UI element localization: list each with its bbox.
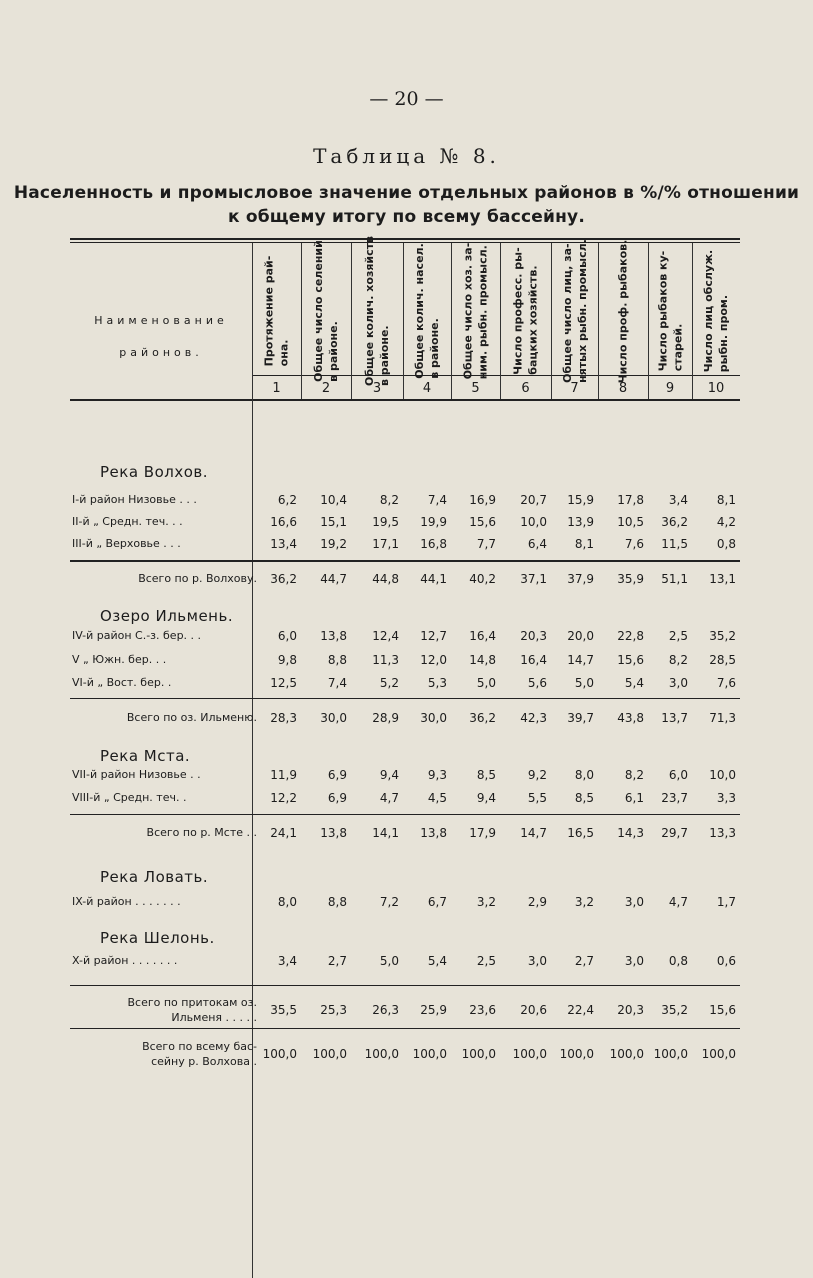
table-cell: 15,6 [709,1003,736,1017]
table-cell: 6,9 [327,791,347,805]
table-cell: 3,2 [476,895,496,909]
column-header-text-8 [616,239,631,383]
table-cell: 44,1 [420,572,447,586]
table-cell: 5,2 [379,676,399,690]
table-cell: 43,8 [617,711,644,725]
section-rule-3 [70,814,740,815]
table-cell: 7,4 [327,676,347,690]
table-cell: 14,8 [469,653,496,667]
column-rule-8 [598,243,599,399]
table-cell: 19,5 [372,515,399,529]
table-cell: 6,4 [527,537,547,551]
table-cell: 23,6 [469,1003,496,1017]
column-header-line: она. [277,339,291,367]
table-cell: 9,2 [527,768,547,782]
table-cell: 20,7 [520,493,547,507]
table-cell: 19,2 [320,537,347,551]
table-cell: 13,7 [661,711,688,725]
table-cell: 11,9 [270,768,297,782]
table-cell: 20,6 [520,1003,547,1017]
table-cell: 3,0 [527,954,547,968]
table-cell: 3,0 [624,954,644,968]
table-cell: 16,5 [567,826,594,840]
table-cell: 9,4 [476,791,496,805]
table-cell: 15,9 [567,493,594,507]
table-cell: 36,2 [469,711,496,725]
row-label-line: Всего по притокам оз. [127,996,257,1009]
section-rule-5 [70,1028,740,1029]
table-cell: 8,2 [379,493,399,507]
column-number-2: 2 [321,381,331,396]
table-cell: 13,1 [709,572,736,586]
row-label: VIII-й „ Средн. теч. . [72,791,187,804]
table-cell: 20,0 [567,629,594,643]
table-cell: 100,0 [364,1047,399,1061]
table-cell: 6,0 [277,629,297,643]
table-cell: 25,3 [320,1003,347,1017]
column-number-10: 10 [707,381,725,396]
table-cell: 28,5 [709,653,736,667]
table-cell: 100,0 [461,1047,496,1061]
row-label: X-й район . . . . . . . [72,954,178,967]
table-cell: 6,7 [427,895,447,909]
row-label: IV-й район С.-з. бер. . . [72,629,202,642]
column-header-5 [451,242,500,380]
table-cell: 8,8 [327,895,347,909]
column-header-2 [301,240,351,382]
total-row-label [72,1039,257,1069]
table-top-rule-2 [70,242,740,243]
table-cell: 11,5 [661,537,688,551]
table-cell: 100,0 [653,1047,688,1061]
column-header-line: старей. [671,323,685,372]
table-cell: 3,2 [574,895,594,909]
column-number-8: 8 [618,381,628,396]
table-cell: 4,2 [716,515,736,529]
column-header-line: Число проф. рыбаков. [616,239,630,383]
total-row-label: Всего по оз. Ильменю. [126,711,257,724]
table-cell: 13,8 [320,826,347,840]
table-cell: 25,9 [420,1003,447,1017]
column-header-line: Общее число хоз. за- [461,242,475,380]
table-cell: 3,4 [668,493,688,507]
table-cell: 35,2 [709,629,736,643]
table-cell: 19,9 [420,515,447,529]
row-label: VII-й район Низовье . . [72,768,201,781]
table-cell: 12,0 [420,653,447,667]
table-cell: 71,3 [709,711,736,725]
table-cell: 15,6 [469,515,496,529]
column-number-3: 3 [372,381,382,396]
table-cell: 100,0 [512,1047,547,1061]
column-header-line: Общее число лиц, за- [560,243,574,383]
column-rule-9 [648,243,649,399]
section-river-volkhov: Река Волхов. [100,463,209,481]
column-number-7: 7 [570,381,579,396]
column-header-4 [403,243,451,379]
table-cell: 7,4 [427,493,447,507]
column-number-rule [70,399,740,401]
section-rule-4 [70,985,740,986]
table-cell: 8,0 [277,895,297,909]
column-header-text-5 [461,243,491,380]
table-cell: 9,4 [379,768,399,782]
section-rule-1 [70,560,740,562]
table-cell: 100,0 [262,1047,297,1061]
table-cell: 1,7 [716,895,736,909]
table-cell: 17,9 [469,826,496,840]
section-river-msta: Река Мста. [100,747,191,765]
column-rule-3 [351,243,352,399]
row-label-line: Ильменя . . . . . [171,1011,257,1024]
column-rule-5 [451,243,452,399]
row-label: I-й район Низовье . . . [72,493,197,506]
table-cell: 4,5 [427,791,447,805]
table-cell: 13,8 [420,826,447,840]
table-cell: 44,8 [372,572,399,586]
section-river-shelon: Река Шелонь. [100,929,215,947]
table-cell: 2,5 [668,629,688,643]
table-cell: 2,7 [327,954,347,968]
table-cell: 5,0 [379,954,399,968]
table-cell: 10,0 [520,515,547,529]
table-cell: 35,9 [617,572,644,586]
column-rule-10 [692,243,693,399]
table-cell: 12,2 [270,791,297,805]
table-cell: 100,0 [559,1047,594,1061]
table-cell: 6,1 [624,791,644,805]
table-cell: 6,2 [277,493,297,507]
table-cell: 14,1 [372,826,399,840]
table-cell: 36,2 [270,572,297,586]
table-cell: 16,9 [469,493,496,507]
table-cell: 29,7 [661,826,688,840]
table-cell: 0,8 [668,954,688,968]
column-rule-7 [551,243,552,399]
column-header-1 [252,250,301,372]
row-label-line: Всего по всему бас- [142,1040,257,1053]
table-cell: 15,1 [320,515,347,529]
table-heading-line1: Населенность и промысловое значение отдельных районов в %/% отношении [13,183,800,203]
table-cell: 5,4 [427,954,447,968]
table-cell: 7,6 [716,676,736,690]
table-cell: 7,7 [476,537,496,551]
table-cell: 8,5 [476,768,496,782]
table-cell: 9,3 [427,768,447,782]
column-header-line: нятых рыбн. промысл. [575,239,589,383]
table-cell: 5,0 [476,676,496,690]
column-header-line: в районе. [378,325,391,386]
column-number-6: 6 [521,381,530,396]
table-cell: 23,7 [661,791,688,805]
page-number: — 20 — [369,88,444,110]
table-cell: 5,0 [574,676,594,690]
table-cell: 14,7 [520,826,547,840]
table-cell: 6,0 [668,768,688,782]
table-cell: 4,7 [668,895,688,909]
column-header-line: Протяжение рай- [262,255,276,367]
column-number-9: 9 [665,381,675,396]
column-header-line: Общее колич. насел. [413,243,426,379]
table-cell: 8,0 [574,768,594,782]
column-header-text-6 [511,247,541,374]
column-header-text-9 [655,251,685,372]
table-cell: 28,9 [372,711,399,725]
table-cell: 22,4 [567,1003,594,1017]
column-rule-6 [500,243,501,399]
column-header-10 [692,250,740,372]
table-cell: 30,0 [320,711,347,725]
table-cell: 13,3 [709,826,736,840]
column-header-line: Число рыбаков ку- [656,250,670,372]
table-cell: 0,8 [716,537,736,551]
table-cell: 13,9 [567,515,594,529]
table-cell: 2,9 [527,895,547,909]
table-cell: 28,3 [270,711,297,725]
column-header-6 [500,247,551,375]
table-cell: 8,2 [624,768,644,782]
table-cell: 5,5 [527,791,547,805]
column-header-7 [551,239,598,383]
row-label: II-й „ Средн. теч. . . [72,515,183,528]
table-cell: 17,1 [372,537,399,551]
table-cell: 20,3 [617,1003,644,1017]
column-header-3 [351,236,403,386]
table-cell: 26,3 [372,1003,399,1017]
row-label: III-й „ Верховье . . . [72,537,181,550]
row-label: IX-й район . . . . . . . [72,895,181,908]
table-cell: 30,0 [420,711,447,725]
table-cell: 22,8 [617,629,644,643]
row-label: VI-й „ Вост. бер. . [72,676,172,689]
table-cell: 100,0 [701,1047,736,1061]
table-cell: 6,9 [327,768,347,782]
column-header-line: бацких хозяйств. [526,265,540,375]
table-cell: 100,0 [312,1047,347,1061]
table-cell: 2,7 [574,954,594,968]
column-rule-1 [252,243,253,1278]
table-title: Таблица № 8. [313,144,500,168]
table-cell: 8,2 [668,653,688,667]
column-header-8 [598,239,648,383]
section-river-lovat: Река Ловать. [100,868,209,886]
table-cell: 8,5 [574,791,594,805]
column-header-line: Число професс. ры- [511,247,525,375]
table-cell: 10,0 [709,768,736,782]
table-cell: 7,2 [379,895,399,909]
table-cell: 16,4 [520,653,547,667]
table-cell: 10,5 [617,515,644,529]
column-number-5: 5 [471,381,480,396]
table-cell: 0,6 [716,954,736,968]
table-cell: 12,4 [372,629,399,643]
column-header-text-4 [412,243,442,379]
column-header-line: Общее число селений [312,240,325,382]
name-column-header-2: районов. [119,346,203,359]
row-label: V „ Южн. бер. . . [72,653,167,666]
column-rule-2 [301,243,302,399]
column-number-4: 4 [422,381,432,396]
table-cell: 10,4 [320,493,347,507]
table-cell: 44,7 [320,572,347,586]
table-cell: 12,7 [420,629,447,643]
column-header-9 [648,250,692,372]
table-cell: 13,4 [270,537,297,551]
table-top-rule [70,238,740,240]
table-cell: 3,0 [668,676,688,690]
table-cell: 14,3 [617,826,644,840]
table-cell: 3,4 [277,954,297,968]
row-label-line: сейну р. Волхова . [151,1055,257,1068]
table-cell: 16,8 [420,537,447,551]
column-header-line: в районе. [327,321,340,382]
table-cell: 11,3 [372,653,399,667]
table-cell: 8,1 [574,537,594,551]
name-column-header-1: Наименование [94,314,228,327]
table-cell: 8,8 [327,653,347,667]
table-cell: 15,6 [617,653,644,667]
table-cell: 100,0 [609,1047,644,1061]
column-header-line: Общее колич. хозяйств [363,236,376,386]
table-cell: 5,6 [527,676,547,690]
table-cell: 12,5 [270,676,297,690]
column-header-text-1 [262,256,292,367]
table-cell: 17,8 [617,493,644,507]
table-cell: 20,3 [520,629,547,643]
table-cell: 13,8 [320,629,347,643]
column-header-text-2 [311,240,341,382]
column-rule-4 [403,243,404,399]
column-number-1: 1 [272,381,281,396]
table-cell: 5,3 [427,676,447,690]
table-cell: 3,0 [624,895,644,909]
table-cell: 16,6 [270,515,297,529]
column-header-line: ним. рыбн. промысл. [476,245,490,380]
table-cell: 35,2 [661,1003,688,1017]
table-cell: 14,7 [567,653,594,667]
table-cell: 7,6 [624,537,644,551]
section-lake-ilmen: Озеро Ильмень. [100,607,234,625]
column-header-line: рыбн. пром. [717,294,731,373]
total-row-label: Всего по р. Мсте . . [146,826,257,839]
table-cell: 42,3 [520,711,547,725]
table-cell: 2,5 [476,954,496,968]
table-cell: 16,4 [469,629,496,643]
table-cell: 4,7 [379,791,399,805]
column-header-text-10 [701,250,731,372]
column-header-line: в районе. [428,318,441,379]
column-header-line: Число лиц обслуж. [702,249,716,373]
total-row-label [72,995,257,1025]
table-cell: 40,2 [469,572,496,586]
table-cell: 8,1 [716,493,736,507]
table-cell: 36,2 [661,515,688,529]
table-cell: 39,7 [567,711,594,725]
table-cell: 37,9 [567,572,594,586]
total-row-label: Всего по р. Волхову. [138,572,257,585]
table-cell: 35,5 [270,1003,297,1017]
column-header-text-3 [362,236,392,386]
section-rule-2 [70,698,740,699]
table-heading-line2: к общему итогу по всему бассейну. [228,207,585,227]
table-cell: 51,1 [661,572,688,586]
table-cell: 9,8 [277,653,297,667]
table-cell: 100,0 [412,1047,447,1061]
table-cell: 24,1 [270,826,297,840]
column-header-text-7 [560,239,590,383]
table-cell: 3,3 [716,791,736,805]
table-cell: 37,1 [520,572,547,586]
table-cell: 5,4 [624,676,644,690]
